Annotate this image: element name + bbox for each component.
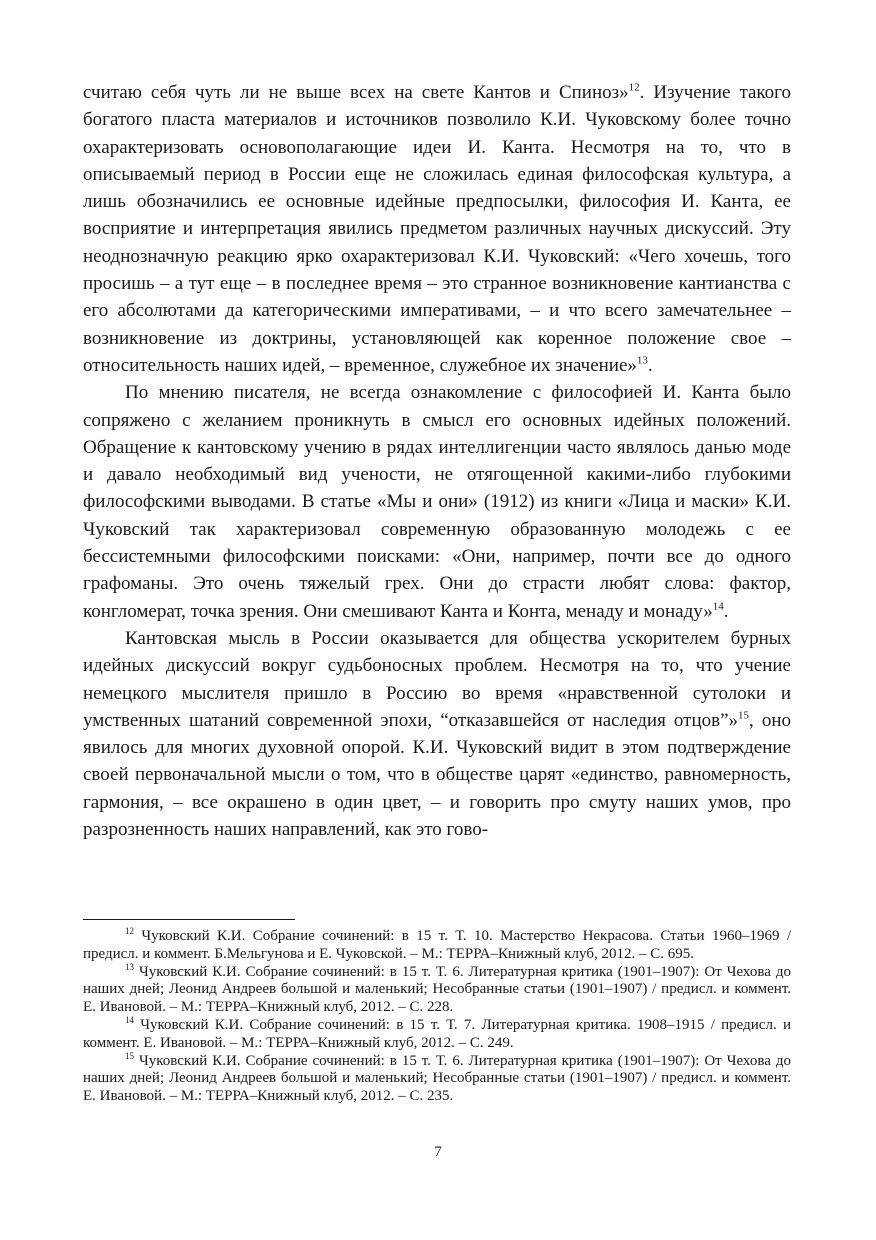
paragraph-2-part-b: .	[723, 600, 729, 622]
page-number: 7	[434, 1144, 442, 1160]
paragraph-1-part-c: .	[647, 354, 653, 376]
footnote-text: Чуковский К.И. Собрание сочинений: в 15 т. Т. 6. Литературная критика (1901–1907): От Чехова до наших дней; Леонид Андреев большой и маленький; Несобранные статьи (1901–1907) / предисл. и коммент. Е. Ивановой. – М.: ТЕРРА–Книжный клуб, 2012. – С. 228.	[83, 963, 791, 1016]
footnote-number: 14	[125, 1014, 134, 1025]
footnote-ref-14[interactable]: 14	[712, 600, 724, 613]
footnote-13	[83, 961, 791, 1017]
footnote-number: 15	[125, 1050, 134, 1061]
paragraph-2-part-a: По мнению писателя, не всегда ознакомление с философией И. Канта было сопряжено с желанием проникнуть в смысл его основных идейных положений. Обращение к кантовскому учению в рядах интеллигенции часто являлось данью моде и давало необходимый вид учености, не отягощенной какими-либо глубокими философскими выводами. В статье «Мы и они» (1912) из книги «Лица и маски» К.И. Чуковский так характеризовал современную образованную молодежь с ее бессистемными философскими поисками: «Они, например, почти все до одного графоманы. Это очень тяжелый грех. Они до страсти любят слова: фактор, конгломерат, точка зрения. Они смешивают Канта и Конта, менаду и монаду»	[83, 382, 791, 622]
footnote-14	[83, 1014, 791, 1053]
footnote-separator	[83, 919, 295, 920]
footnote-ref-12[interactable]: 12	[628, 81, 640, 94]
page-body	[83, 79, 791, 843]
footnotes	[83, 928, 791, 1106]
footnote-text: Чуковский К.И. Собрание сочинений: в 15 т. Т. 10. Мастерство Некрасова. Статьи 1960–1969 / предисл. и коммент. Б.Мельгунова и Е. Чуковской. – М.: ТЕРРА–Книжный клуб, 2012. – С. 695.	[83, 928, 791, 962]
paragraph-3-part-b: , оно явилось для многих духовной опорой. К.И. Чуковский видит в этом подтверждение своей первоначальной мысли о том, что в обществе царят «единство, равномерность, гармония, – все окрашено в один цвет, – и говорить про смуту наших умов, про разрозненность наших направлений, как это гово-	[83, 709, 792, 841]
footnote-ref-15[interactable]: 15	[738, 709, 750, 722]
footnote-text: Чуковский К.И. Собрание сочинений: в 15 т. Т. 7. Литературная критика. 1908–1915 / предисл. и коммент. Е. Ивановой. – М.: ТЕРРА–Книжный клуб, 2012. – С. 249.	[83, 1016, 791, 1051]
paragraph-1	[83, 79, 791, 379]
footnote-number: 12	[125, 926, 134, 936]
footnote-15	[83, 1050, 791, 1106]
paragraph-3-part-a: Кантовская мысль в России оказывается для общества ускорителем бурных идейных дискуссий вокруг судьбоносных проблем. Несмотря на то, что учение немецкого мыслителя пришло в Россию во время «нравственной сутолоки и умственных шатаний современной эпохи, “отказавшейся от наследия отцов”»	[83, 627, 791, 731]
paragraph-1-part-b: . Изучение такого богатого пласта материалов и источников позволило К.И. Чуковскому более точно охарактеризовать основополагающие идеи И. Канта. Несмотря на то, что в описываемый период в России еще не сложилась единая философская культура, а лишь обозначились ее основные идейные предпосылки, философия И. Канта, ее восприятие и интерпретация явились предметом различных научных дискуссий. Эту неоднозначную реакцию ярко охарактеризовал К.И. Чуковский: «Чего хочешь, того просишь – а тут еще – в последнее время – это странное возникновение кантианства с его абсолютами да категорическими императивами, – и что всего замечательнее – возникновение из доктрины, установляющей как коренное положение свое – относительность наших идей, – временное, служебное их значение»	[83, 82, 791, 376]
paragraph-3	[83, 625, 791, 843]
footnote-ref-13[interactable]: 13	[636, 354, 648, 367]
main-text	[83, 79, 791, 843]
paragraph-1-part-a: считаю себя чуть ли не выше всех на свете Кантов и Спиноз»	[83, 82, 629, 103]
paragraph-2	[83, 379, 791, 625]
footnote-number: 13	[125, 961, 134, 972]
footnote-text: Чуковский К.И. Собрание сочинений: в 15 т. Т. 6. Литературная критика (1901–1907): От Чехова до наших дней; Леонид Андреев большой и маленький; Несобранные статьи (1901–1907) / предисл. и коммент. Е. Ивановой. – М.: ТЕРРА–Книжный клуб, 2012. – С. 235.	[83, 1052, 791, 1105]
footnote-12	[83, 928, 791, 964]
